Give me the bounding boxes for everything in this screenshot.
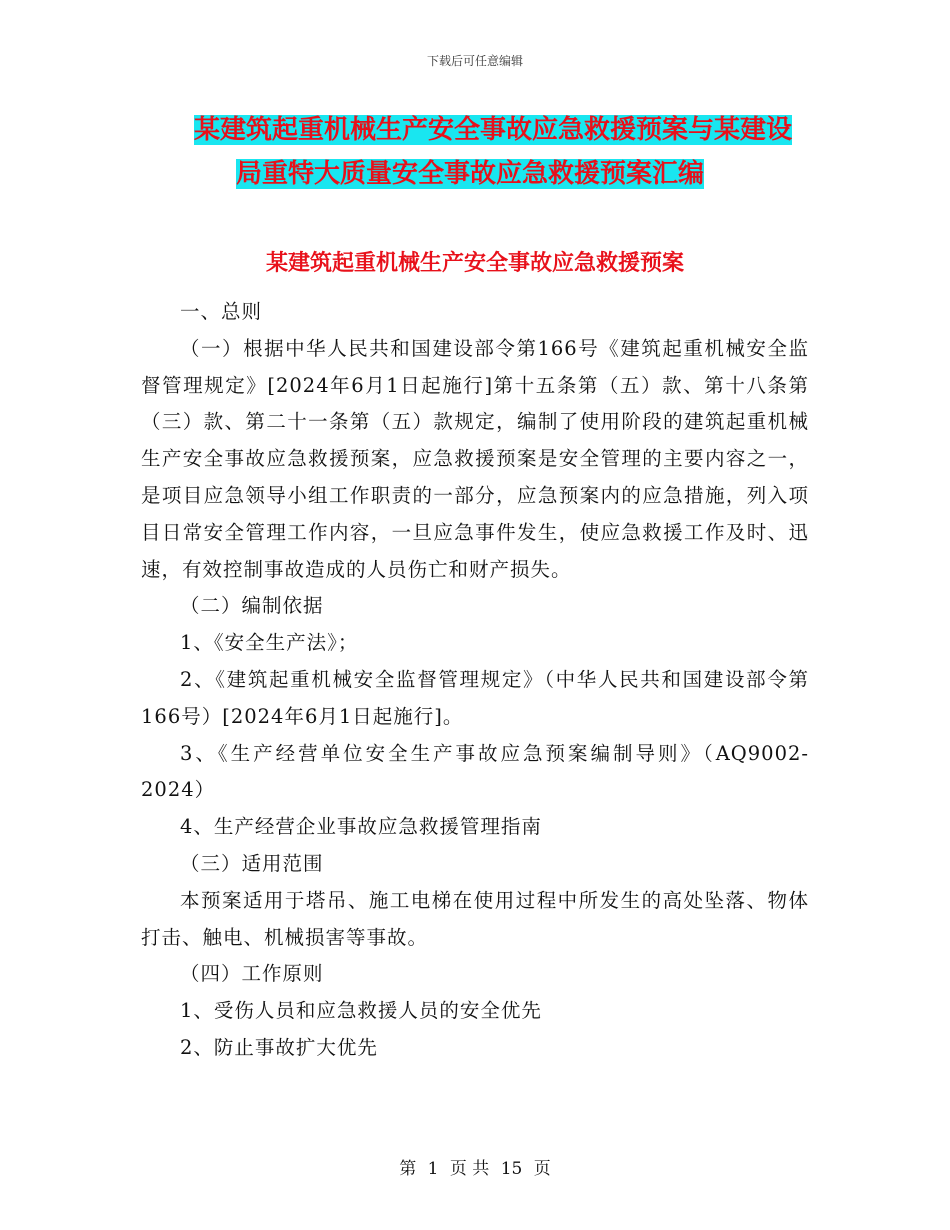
list-item: 1、受伤人员和应急救援人员的安全优先 <box>180 999 542 1023</box>
page-footer <box>0 1154 950 1179</box>
title-highlight: 局重特大质量安全事故应急救援预案汇编 <box>236 159 705 189</box>
list-item: 3、《生产经营单位安全生产事故应急预案编制导则》（AQ9002-2024） <box>141 741 809 802</box>
footer-mid: 页 共 <box>449 1159 490 1179</box>
subheading-scope: （三）适用范围 <box>180 851 324 875</box>
document-body <box>141 294 809 1067</box>
subheading-principles: （四）工作原则 <box>180 962 324 986</box>
heading-general: 一、总则 <box>180 300 263 323</box>
footer-suffix: 页 <box>533 1159 551 1179</box>
footer-prefix: 第 <box>399 1159 417 1179</box>
section-title: 某建筑起重机械生产安全事故应急救援预案 <box>265 251 684 276</box>
title-highlight: 某建筑起重机械生产安全事故应急救援预案与某建设 <box>194 115 793 145</box>
paragraph: 本预案适用于塔吊、施工电梯在使用过程中所发生的高处坠落、物体打击、触电、机械损害等事故。 <box>141 888 809 949</box>
list-item: 2、《建筑起重机械安全监督管理规定》（中华人民共和国建设部令第166号）[2024年6月1日起施行]。 <box>141 667 809 728</box>
total-page-count: 15 <box>500 1159 523 1179</box>
document-title-line-1 <box>140 108 820 152</box>
subheading-basis: （二）编制依据 <box>180 594 324 618</box>
document-title <box>140 108 820 196</box>
list-item: 4、生产经营企业事故应急救援管理指南 <box>180 815 542 839</box>
paragraph: （一）根据中华人民共和国建设部令第166号《建筑起重机械安全监督管理规定》[2024年6月1日起施行]第十五条第（五）款、第十八条第（三）款、第二十一条第（五）款规定，编制了使用阶段的建筑起重机械生产安全事故应急救援预案，应急救援预案是安全管理的主要内容之一，是项目应急领导小组工作职责的一部分，应急预案内的应急措施，列入项目日常安全管理工作内容，一旦应急事件发生，使应急救援工作及时、迅速，有效控制事故造成的人员伤亡和财产损失。 <box>141 336 809 581</box>
list-item: 1、《安全生产法》； <box>180 631 359 655</box>
header-note: 下载后可任意编辑 <box>426 54 523 68</box>
document-title-line-2 <box>140 152 820 196</box>
list-item: 2、防止事故扩大优先 <box>180 1035 378 1059</box>
current-page-number: 1 <box>427 1159 439 1179</box>
